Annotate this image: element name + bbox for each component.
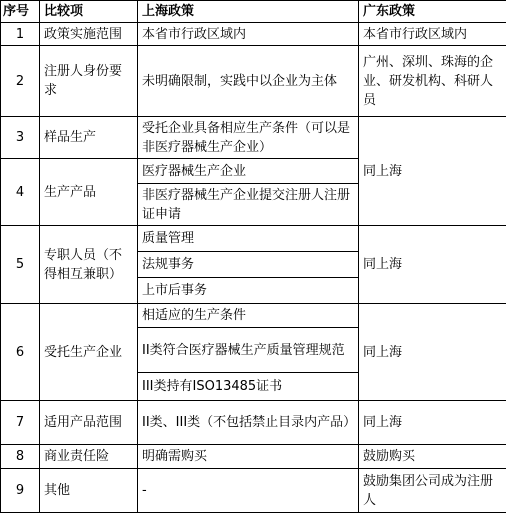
item-cell: 注册人身份要求 xyxy=(40,46,138,117)
header-item: 比较项 xyxy=(40,1,138,23)
table-header-row xyxy=(1,1,506,23)
shanghai-cell: 非医疗器械生产企业提交注册人注册证申请 xyxy=(138,184,359,226)
item-cell: 专职人员（不得相互兼职） xyxy=(40,226,138,304)
shanghai-cell: 本省市行政区域内 xyxy=(138,23,359,46)
item-cell: 样品生产 xyxy=(40,117,138,159)
item-cell: 其他 xyxy=(40,469,138,513)
header-guangdong: 广东政策 xyxy=(359,1,506,23)
row-number: 6 xyxy=(1,304,40,401)
row-number: 2 xyxy=(1,46,40,117)
guangdong-cell: 广州、深圳、珠海的企业、研发机构、科研人员 xyxy=(359,46,506,117)
guangdong-cell: 同上海 xyxy=(359,117,506,226)
row-number: 7 xyxy=(1,401,40,445)
header-shanghai: 上海政策 xyxy=(138,1,359,23)
item-cell: 政策实施范围 xyxy=(40,23,138,46)
row-number: 3 xyxy=(1,117,40,159)
table-row xyxy=(1,226,506,252)
guangdong-cell: 本省市行政区域内 xyxy=(359,23,506,46)
shanghai-cell: II类、III类（不包括禁止目录内产品） xyxy=(138,401,359,445)
guangdong-cell: 同上海 xyxy=(359,401,506,445)
shanghai-cell: 法规事务 xyxy=(138,252,359,278)
header-no: 序号 xyxy=(1,1,40,23)
guangdong-cell: 同上海 xyxy=(359,304,506,401)
shanghai-cell: 质量管理 xyxy=(138,226,359,252)
row-number: 5 xyxy=(1,226,40,304)
table-row xyxy=(1,401,506,445)
shanghai-cell: 上市后事务 xyxy=(138,278,359,304)
shanghai-cell: II类符合医疗器械生产质量管理规范 xyxy=(138,328,359,373)
shanghai-cell: 未明确限制，实践中以企业为主体 xyxy=(138,46,359,117)
shanghai-cell: 受托企业具备相应生产条件（可以是非医疗器械生产企业） xyxy=(138,117,359,159)
table-row xyxy=(1,23,506,46)
guangdong-cell: 鼓励购买 xyxy=(359,445,506,469)
shanghai-cell: - xyxy=(138,469,359,513)
table-row xyxy=(1,304,506,328)
shanghai-cell: III类持有ISO13485证书 xyxy=(138,373,359,401)
row-number: 8 xyxy=(1,445,40,469)
shanghai-cell: 医疗器械生产企业 xyxy=(138,159,359,184)
table-row xyxy=(1,445,506,469)
row-number: 4 xyxy=(1,159,40,226)
guangdong-cell: 鼓励集团公司成为注册人 xyxy=(359,469,506,513)
guangdong-cell: 同上海 xyxy=(359,226,506,304)
item-cell: 适用产品范围 xyxy=(40,401,138,445)
row-number: 9 xyxy=(1,469,40,513)
item-cell: 商业责任险 xyxy=(40,445,138,469)
item-cell: 受托生产企业 xyxy=(40,304,138,401)
table-row xyxy=(1,469,506,513)
shanghai-cell: 相适应的生产条件 xyxy=(138,304,359,328)
table-row xyxy=(1,117,506,159)
row-number: 1 xyxy=(1,23,40,46)
table-row xyxy=(1,46,506,117)
shanghai-cell: 明确需购买 xyxy=(138,445,359,469)
item-cell: 生产产品 xyxy=(40,159,138,226)
